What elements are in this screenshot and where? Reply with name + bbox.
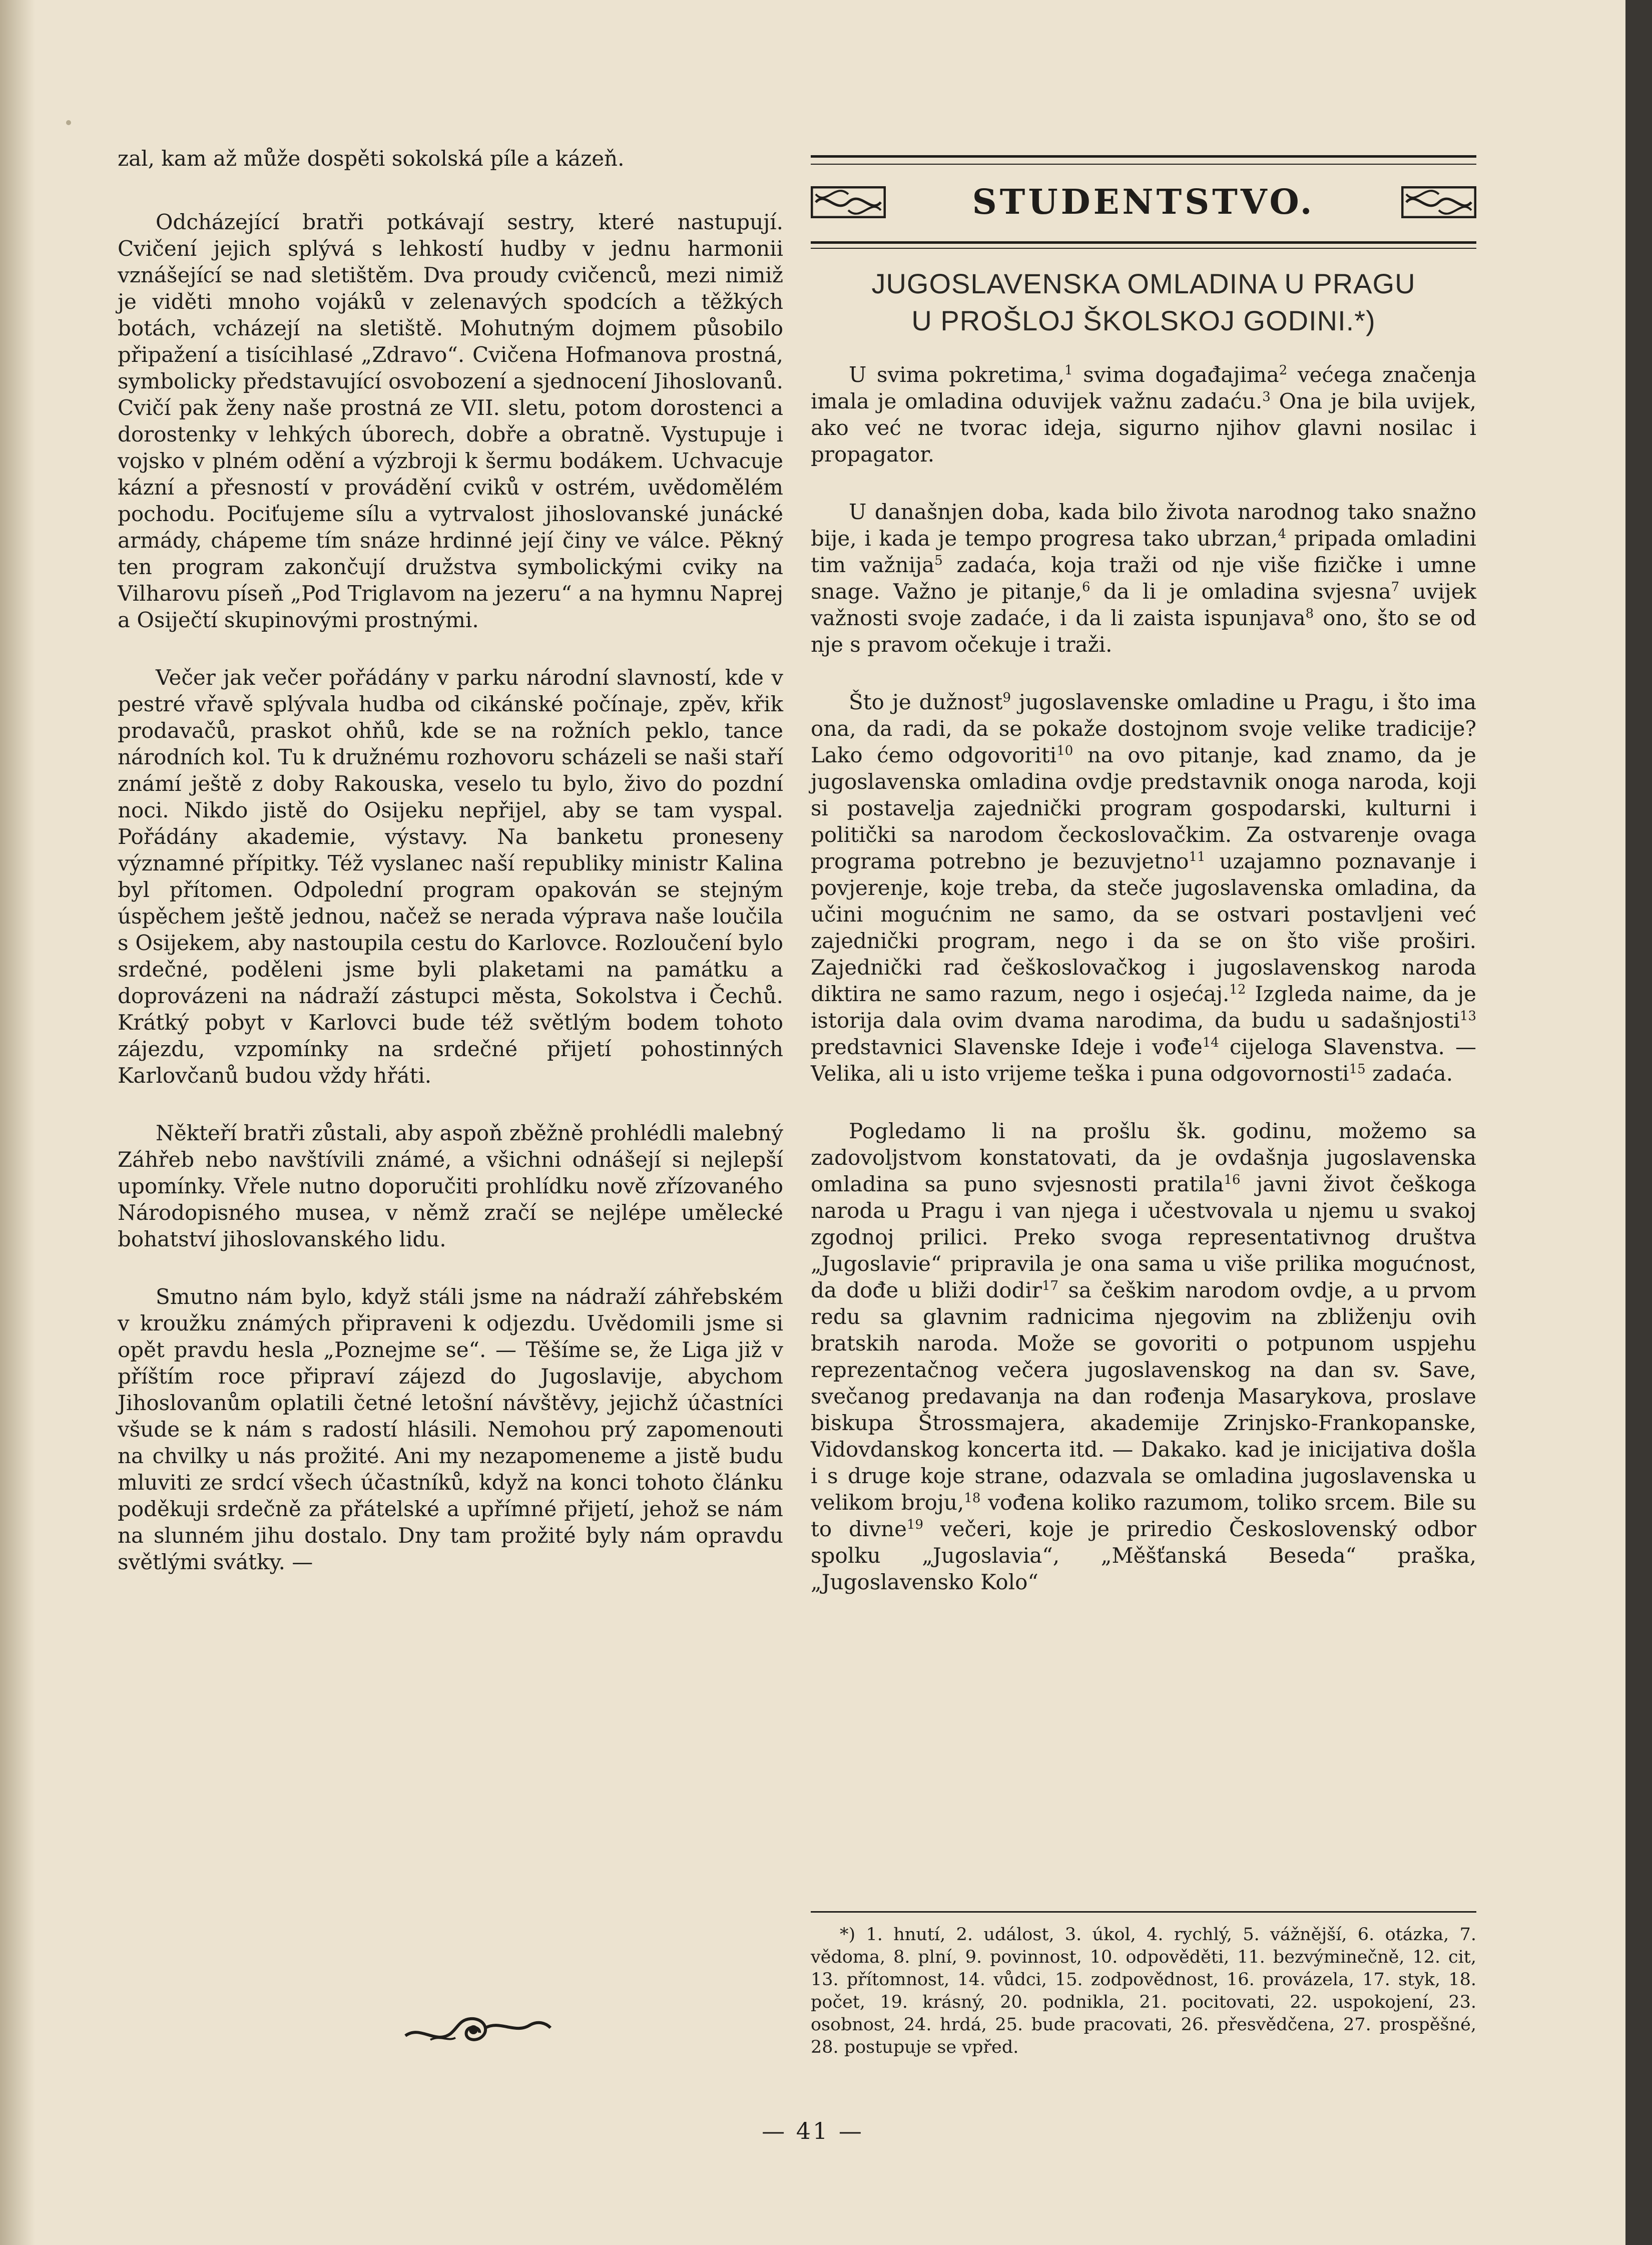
footnote-marker: 15	[1349, 1062, 1366, 1077]
left-paragraph-5: Smutno nám bylo, když stáli jsme na nádraží záhřebském v kroužku známých připraveni k odjezdu. Uvědomili jsme si opět pravdu hesla „Poznejme se“. — Těšíme se, že Liga již v příštím roce připraví zájezd do Jugoslavije, abychom Jihoslovanům oplatili četné letošní návštěvy, jejichž účastníci všude se k nám s radostí hlásili. Nemohou prý zapomenouti na chvilky u nás prožité. Ani my nezapomeneme a jistě budu mluviti ze srdcí všech účastníků, když na konci tohoto článku poděkuji srdečně za přátelské a upřímné přijetí, jehož se nám na slunném jihu dostalo. Dny tam prožité byly nám opravdu světlými svátky. —	[118, 1284, 783, 1574]
right-paragraph-2: U današnjen doba, kada bilo života narodnog tako snažno bije, i kada je tempo progresa tako ubrzan,$^4$ pripada omladini tim važnija$^5$ zadaća, koja traži od nje više fizičke i umne snage. Važno je pitanje,$^6$ da li je omladina svjesna$^7$ uvijek važnosti svoje zadaće, i da li zaista ispunjava$^8$ ono, što se od nje s pravom očekuje i traži.	[811, 500, 1477, 657]
header-rule-bottom	[811, 241, 1476, 249]
right-paragraph-4: Pogledamo li na prošlu šk. godinu, možemo sa zadovoljstvom konstatovati, da je ovdašnja jugoslavenska omladina sa puno svjesnosti pratila$^{16}$ javni život češkoga naroda u Pragu i van njega i učestvovala u njemu u svakoj zgodnoj prilici. Preko svoga representativnog društva „Jugoslavie“ pripravila je ona sama u više prilika mogućnost, da dođe u bliži dodir$^{17}$ sa češkim narodom ovdje, a u prvom redu sa glavnim radnicima njegovim na zbliženju ovih bratskih naroda. Može se govoriti o potpunom uspjehu reprezentačnog večera jugoslavenskog na dan sv. Save, svečanog predavanja na dan rođenja Masarykova, proslave biskupa Štrossmajera, akademije Zrinjsko-Frankopanske, Vidovdanskog koncerta itd. — Dakako. kad je inicijativa došla i s druge koje strane, odazvala se omladina jugoslavenska u velikom broju,$^{18}$ vođena koliko razumom, toliko srcem. Bile su to divne$^{19}$ večeri, koje je priredio Československý odbor spolku „Jugoslavia“, „Měšťanská Beseda“ praška, „Jugoslavensko Kolo“	[811, 1119, 1476, 1594]
left-paragraph-1: zal, kam až může dospěti sokolská píle a kázeň.	[118, 146, 625, 171]
end-vignette-ornament	[400, 2005, 556, 2050]
right-paragraph-1: U svima pokretima,$^1$ svima događajima$^2$ većega značenja imala je omladina oduvijek važnu zadaću.$^3$ Ona je bila uvijek, ako već ne tvorac ideja, sigurno njihov glavni nosilac i propagator.	[811, 362, 1477, 467]
footnote-marker: 5	[934, 553, 943, 568]
footnote-marker: 13	[1459, 1009, 1476, 1024]
paper-spot	[66, 120, 71, 125]
footnote-marker: 19	[907, 1517, 924, 1532]
footnote-marker: 10	[1056, 743, 1073, 758]
left-paragraph-2: Odcházející bratři potkávají sestry, které nastupují. Cvičení jejich splývá s lehkostí hudby v jednu harmonii vznášející se nad sletištěm. Dva proudy cvičenců, mezi nimiž je viděti mnoho vojáků v zelenavých spodcích a těžkých botách, vcházejí na sletiště. Mohutným dojmem působilo připažení a tisícihlasé „Zdravo“. Cvičena Hofmanova prostná, symbolicky představující osvobození a sjednocení Jihoslovanů. Cvičí pak ženy naše prostná ze VII. sletu, potom dorostenci a dorostenky v lehkých úborech, dobře a obratně. Vystupuje i vojsko v plném odění a výzbroji k šermu bodákem. Uchvacuje kázní a přesností v provádění cviků v ostrém, uvědomělém pochodu. Pociťujeme sílu a vytrvalost jihoslovanské junácké armády, chápeme tím snáze hrdinné její činy ve válce. Pěkný ten program zakončují družstva symbolickými cviky na Vilharovu píseň „Pod Triglavom na jezeru“ a na hymnu Naprej a Osiječtí skupinovými prostnými.	[118, 210, 783, 632]
section-title: STUDENTSTVO.	[972, 182, 1315, 222]
page-binding-shadow	[0, 0, 35, 2245]
header-rule-top	[811, 155, 1476, 165]
left-paragraph-4: Někteří bratři zůstali, aby aspoň zběžně prohlédli malebný Záhřeb nebo navštívili známé, a všichni odnášejí si nejlepší upomínky. Vřele nutno doporučiti prohlídku nově zřízovaného Národopisného musea, v němž zračí se nejlépe umělecké bohatství jihoslovanského lidu.	[118, 1121, 783, 1251]
left-paragraph-3: Večer jak večer pořádány v parku národní slavností, kde v pestré vřavě splývala hudba od cikánské počínaje, zpěv, křik prodavačů, praskot ohňů, kde se na rožních peklo, tance národních kol. Tu k družnému rozhovoru scházeli se naši staří známí ještě z doby Rakouska, veselo tu bylo, živo do pozdní noci. Nikdo jistě do Osijeku nepřijel, aby se tam vyspal. Pořádány akademie, výstavy. Na banketu proneseny významné přípitky. Též vyslanec naší republiky ministr Kalina byl přítomen. Odpolední program opakován se stejným úspěchem ještě jednou, načež se nerada výprava naše loučila s Osijekem, aby nastoupila cestu do Karlovce. Rozloučení bylo srdečné, poděleni jsme byli plaketami na památku a doprovázeni na nádraží zástupci města, Sokolstva i Čechů. Krátký pobyt v Karlovci bude též světlým bodem tohoto zájezdu, vzpomínky na srdečné přijetí pohostinných Karlovčanů budou vždy hřáti.	[118, 665, 783, 1088]
footnote	[811, 1911, 1476, 2059]
footnote-marker: 7	[1391, 580, 1400, 595]
left-column	[118, 145, 783, 1606]
footnote-marker: 2	[1279, 363, 1288, 378]
section-header	[811, 145, 1476, 245]
article-title	[811, 265, 1476, 339]
footnote-marker: 17	[1042, 1278, 1059, 1293]
footnote-marker: 6	[1082, 580, 1090, 595]
right-paragraph-3: Što je dužnost$^9$ jugoslavenske omladine u Pragu, i što ima ona, da radi, da se pokaže dostojnom svoje velike tradicije? Lako ćemo odgovoriti$^{10}$ na ovo pitanje, kad znamo, da je jugoslavenska omladina ovdje predstavnik onoga naroda, koji si postavelja zajednički program gospodarski, kulturni i politički sa narodom čeckoslovačkim. Za ostvarenje ovaga programa potrebno je bezuvjetno$^{11}$ uzajamno poznavanje i povjerenje, koje treba, da steče jugoslavenska omladina, da učini mogućnim ne samo, da se ostvari postavljeni već zajednički program, nego i da se on što više proširi. Zajednički rad češkoslovačkog i jugoslavenskog naroda diktira ne samo razum, nego i osjećaj.$^{12}$ Izgleda naime, da je istorija dala ovim dvama narodima, da budu u sadašnjosti$^{13}$ predstavnici Slavenske Ideje i vođe$^{14}$ cijeloga Slavenstva. — Velika, ali u isto vrijeme teška i puna odgovornosti$^{15}$ zadaća.	[811, 690, 1476, 1086]
footnote-marker: 3	[1262, 389, 1271, 404]
page-number: — 41 —	[762, 2117, 864, 2144]
footnote-marker: 16	[1224, 1172, 1241, 1187]
footnote-marker: 11	[1189, 849, 1206, 864]
article-title-line-1: JUGOSLAVENSKA OMLADINA U PRAGU	[871, 268, 1416, 299]
article-title-line-2: U PROŠLOJ ŠKOLSKOJ GODINI.*)	[911, 305, 1376, 336]
right-column	[811, 145, 1476, 1600]
footnote-marker: 14	[1202, 1035, 1219, 1050]
footnote-marker: 4	[1278, 527, 1287, 542]
footnote-text: *) 1. hnutí, 2. událost, 3. úkol, 4. rychlý, 5. vážnější, 6. otázka, 7. vědoma, 8. plní, 9. povinnost, 10. odpověděti, 11. bezvýminečně, 12. cit, 13. přítomnost, 14. vůdci, 15. zodpovědnost, 16. provázela, 17. styk, 18. počet, 19. krásný, 20. podnikla, 21. pocitovati, 22. uspokojení, 23. osobnost, 24. hrdá, 25. bude pracovati, 26. přesvědčena, 27. prospěšné, 28. postupuje se vpřed.	[811, 1925, 1476, 2057]
footnote-marker: 18	[964, 1491, 981, 1506]
header-ornament-right-icon	[1401, 186, 1476, 218]
footnote-marker: 1	[1064, 363, 1073, 378]
footnote-marker: 8	[1305, 606, 1314, 621]
scan-edge	[1625, 0, 1652, 2245]
footnote-marker: 12	[1229, 982, 1246, 997]
footnote-marker: 9	[1002, 690, 1011, 705]
